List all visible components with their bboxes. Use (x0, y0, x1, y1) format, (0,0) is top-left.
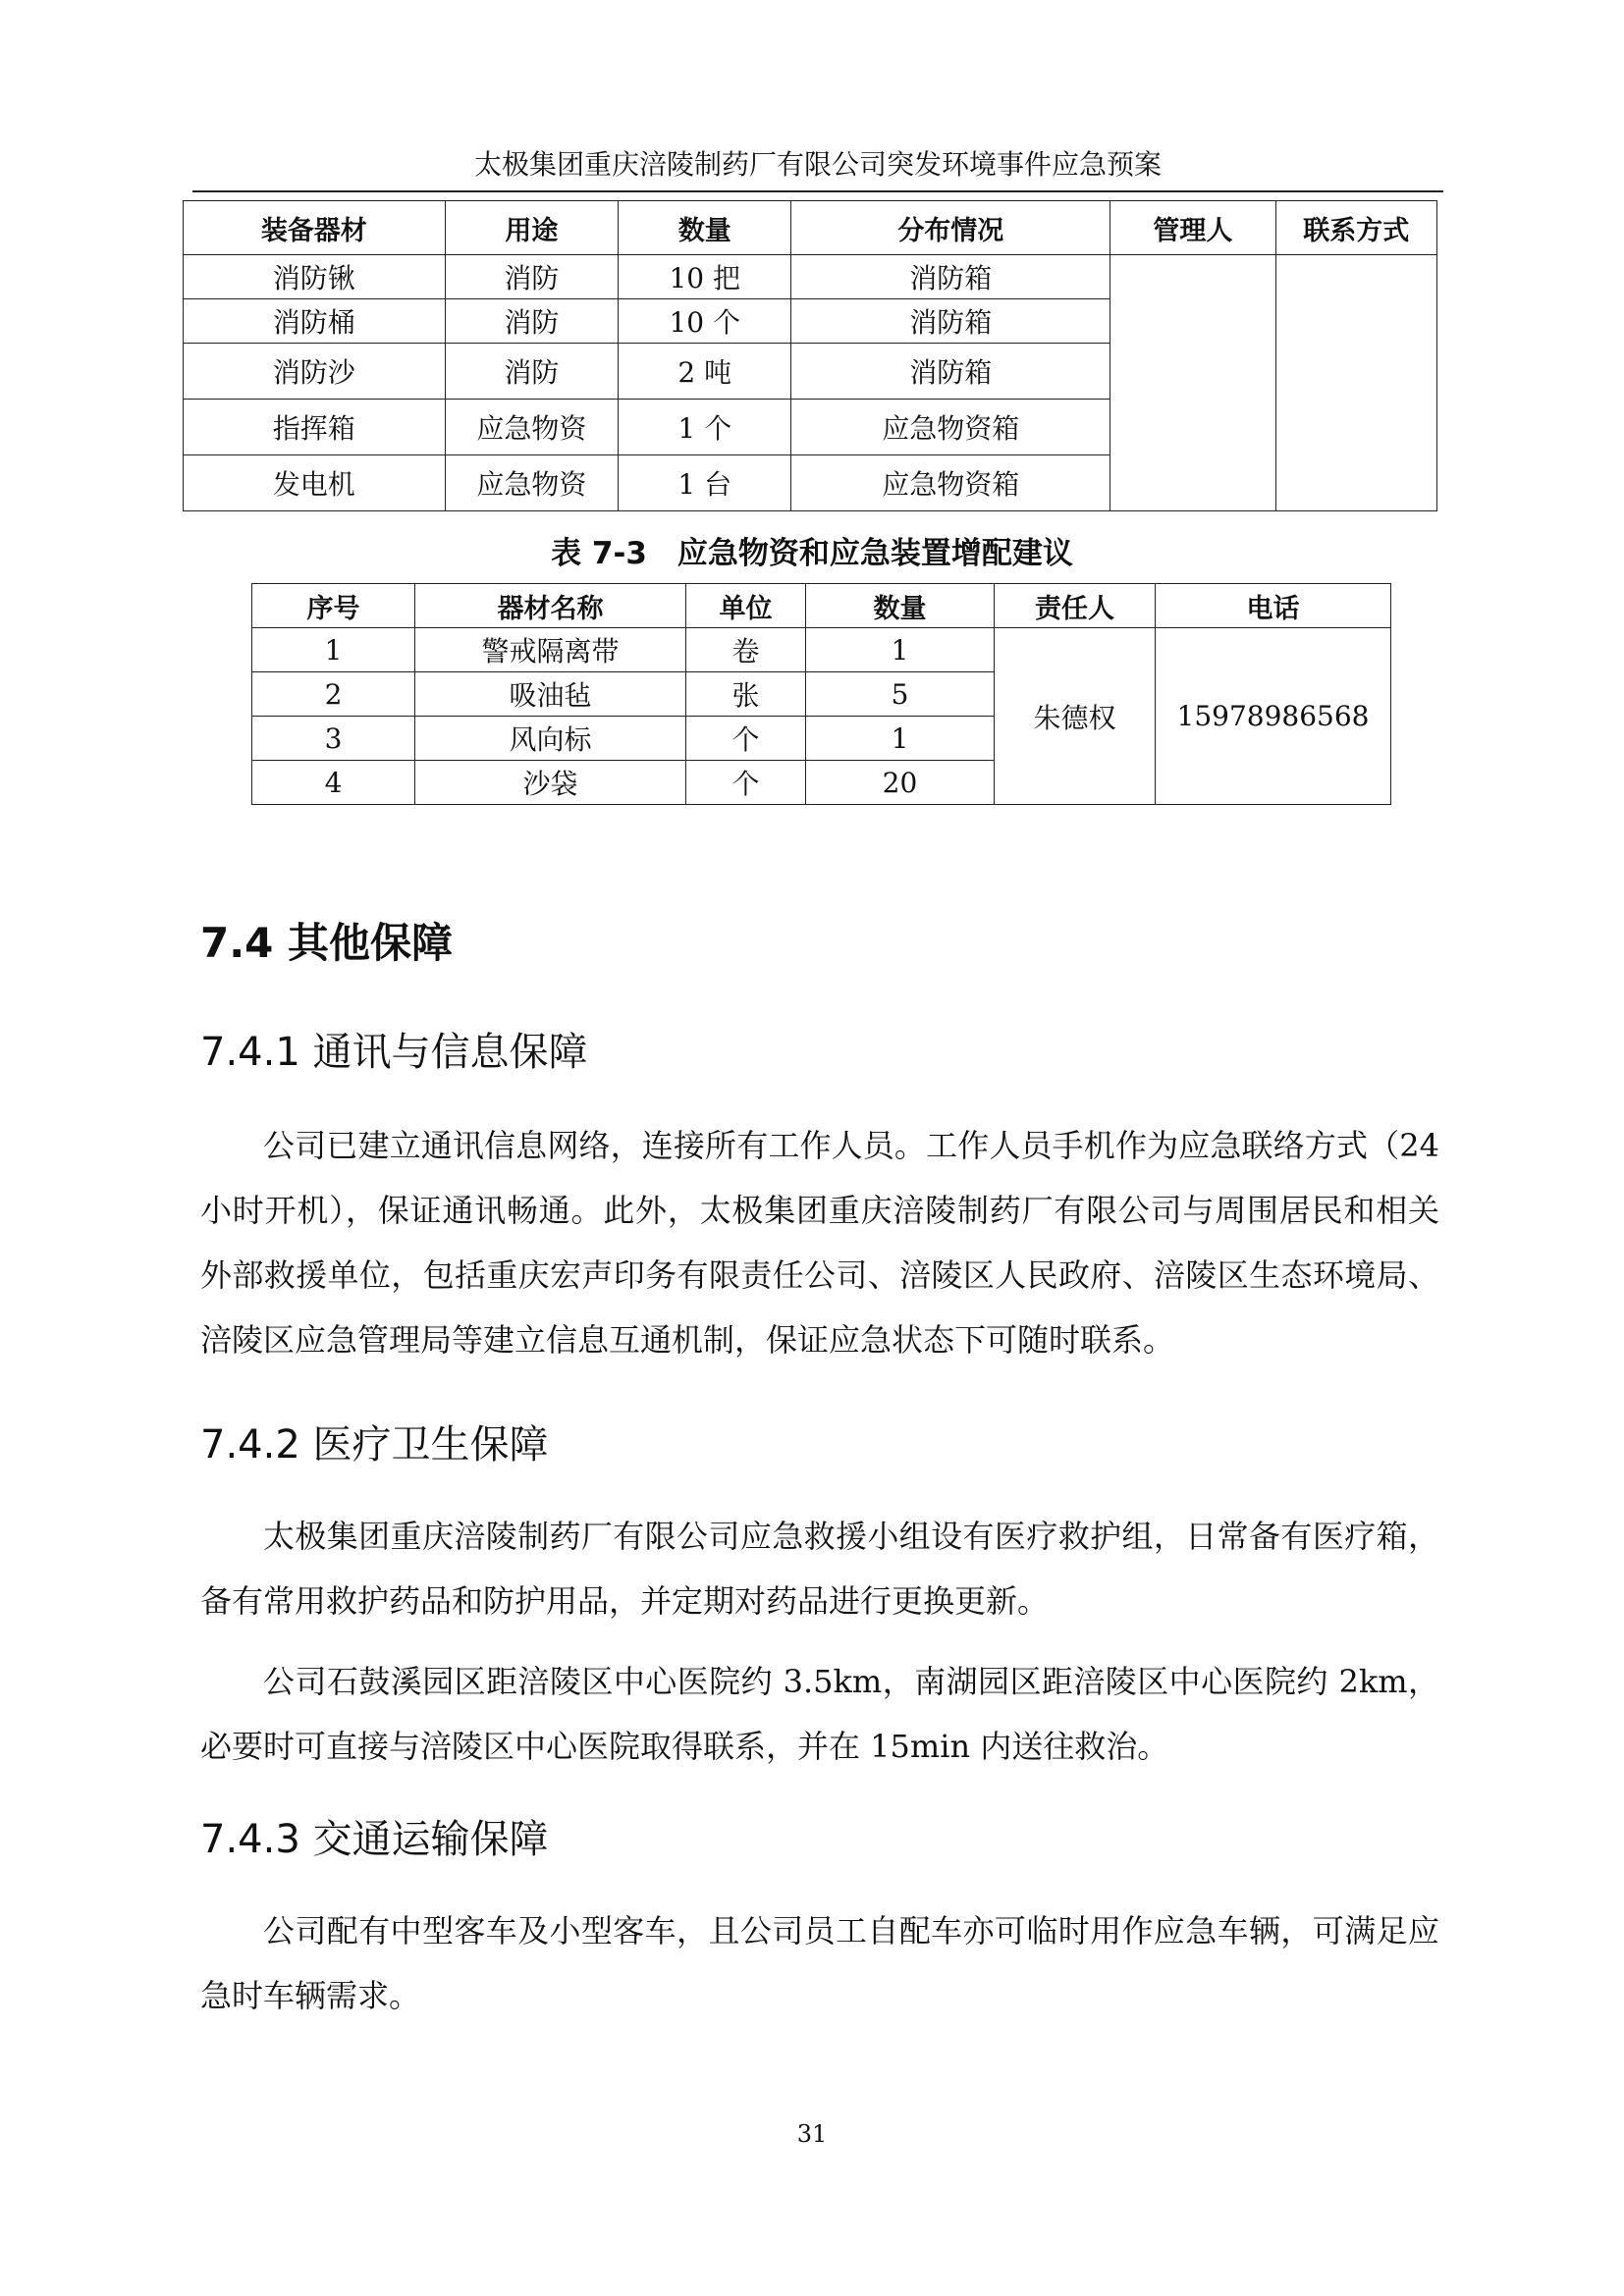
section-heading-7-4-2: 7.4.2 医疗卫生保障 (200, 1422, 549, 1468)
contact-cell (1275, 255, 1436, 511)
table-cell: 发电机 (184, 455, 446, 511)
header-rule (192, 190, 1443, 192)
table-cell: 张 (686, 672, 806, 717)
table-cell: 1 个 (619, 400, 791, 455)
table-cell: 指挥箱 (184, 400, 446, 455)
table-row (252, 628, 1391, 672)
table-cell: 20 (806, 761, 995, 805)
responsible-person-cell: 朱德权 (995, 628, 1156, 805)
column-header: 管理人 (1110, 201, 1275, 255)
table-cell: 2 吨 (619, 344, 791, 400)
table-cell: 消防箱 (791, 299, 1110, 344)
section-heading-7-4: 7.4 其他保障 (200, 919, 454, 967)
table-cell: 沙袋 (415, 761, 686, 805)
table-cell: 应急物资箱 (791, 400, 1110, 455)
table-cell: 风向标 (415, 717, 686, 761)
manager-cell (1110, 255, 1275, 511)
table-caption: 表 7-3 应急物资和应急装置增配建议 (551, 536, 1073, 571)
table-cell: 应急物资箱 (791, 455, 1110, 511)
page-number: 31 (796, 2120, 828, 2148)
table-cell: 消防桶 (184, 299, 446, 344)
column-header: 联系方式 (1275, 201, 1436, 255)
column-header: 电话 (1156, 584, 1391, 628)
table-cell: 个 (686, 761, 806, 805)
table-cell: 消防沙 (184, 344, 446, 400)
table-cell: 消防箱 (791, 344, 1110, 400)
table-row (184, 255, 1437, 299)
document-header: 太极集团重庆涪陵制药厂有限公司突发环境事件应急预案 (473, 148, 1162, 181)
table-cell: 10 个 (619, 299, 791, 344)
table-cell: 消防箱 (791, 255, 1110, 299)
table-header-row (184, 201, 1437, 255)
column-header: 装备器材 (184, 201, 446, 255)
table-cell: 1 台 (619, 455, 791, 511)
table-cell: 个 (686, 717, 806, 761)
table-cell: 10 把 (619, 255, 791, 299)
section-heading-7-4-3: 7.4.3 交通运输保障 (200, 1817, 549, 1862)
table-cell: 卷 (686, 628, 806, 672)
column-header: 单位 (686, 584, 806, 628)
paragraph: 公司已建立通讯信息网络，连接所有工作人员。工作人员手机作为应急联络方式（24 小时开机），保证通讯畅通。此外，太极集团重庆涪陵制药厂有限公司与周围居民和相关外部救援单位，包括重庆宏声印务有限责任公司、涪陵区人民政府、涪陵区生态环境局、涪陵区应急管理局等建立信息互通机制，保证应急状态下可随时联系。 (200, 1127, 1439, 1359)
column-header: 序号 (252, 584, 415, 628)
table-cell: 应急物资 (445, 455, 618, 511)
section-heading-7-4-1: 7.4.1 通讯与信息保障 (200, 1030, 588, 1075)
column-header: 分布情况 (791, 201, 1110, 255)
table-cell: 1 (252, 628, 415, 672)
table-cell: 1 (806, 628, 995, 672)
table-cell: 警戒隔离带 (415, 628, 686, 672)
table-cell: 5 (806, 672, 995, 717)
table-cell: 1 (806, 717, 995, 761)
equipment-table (183, 200, 1437, 511)
suggestion-table (251, 583, 1391, 805)
table-cell: 消防锹 (184, 255, 446, 299)
phone-cell: 15978986568 (1156, 628, 1391, 805)
table-header-row (252, 584, 1391, 628)
column-header: 责任人 (995, 584, 1156, 628)
table-cell: 消防 (445, 299, 618, 344)
table-cell: 3 (252, 717, 415, 761)
column-header: 数量 (619, 201, 791, 255)
table-cell: 消防 (445, 344, 618, 400)
table-cell: 吸油毡 (415, 672, 686, 717)
column-header: 数量 (806, 584, 995, 628)
table-cell: 4 (252, 761, 415, 805)
paragraph: 公司石鼓溪园区距涪陵区中心医院约 3.5km，南湖园区距涪陵区中心医院约 2km，必要时可直接与涪陵区中心医院取得联系，并在 15min 内送往救治。 (200, 1663, 1439, 1765)
table-cell: 2 (252, 672, 415, 717)
column-header: 器材名称 (415, 584, 686, 628)
paragraph: 太极集团重庆涪陵制药厂有限公司应急救援小组设有医疗救护组，日常备有医疗箱，备有常用救护药品和防护用品，并定期对药品进行更换更新。 (200, 1518, 1439, 1620)
column-header: 用途 (445, 201, 618, 255)
paragraph: 公司配有中型客车及小型客车，且公司员工自配车亦可临时用作应急车辆，可满足应急时车辆需求。 (200, 1912, 1439, 2014)
table-cell: 应急物资 (445, 400, 618, 455)
table-cell: 消防 (445, 255, 618, 299)
